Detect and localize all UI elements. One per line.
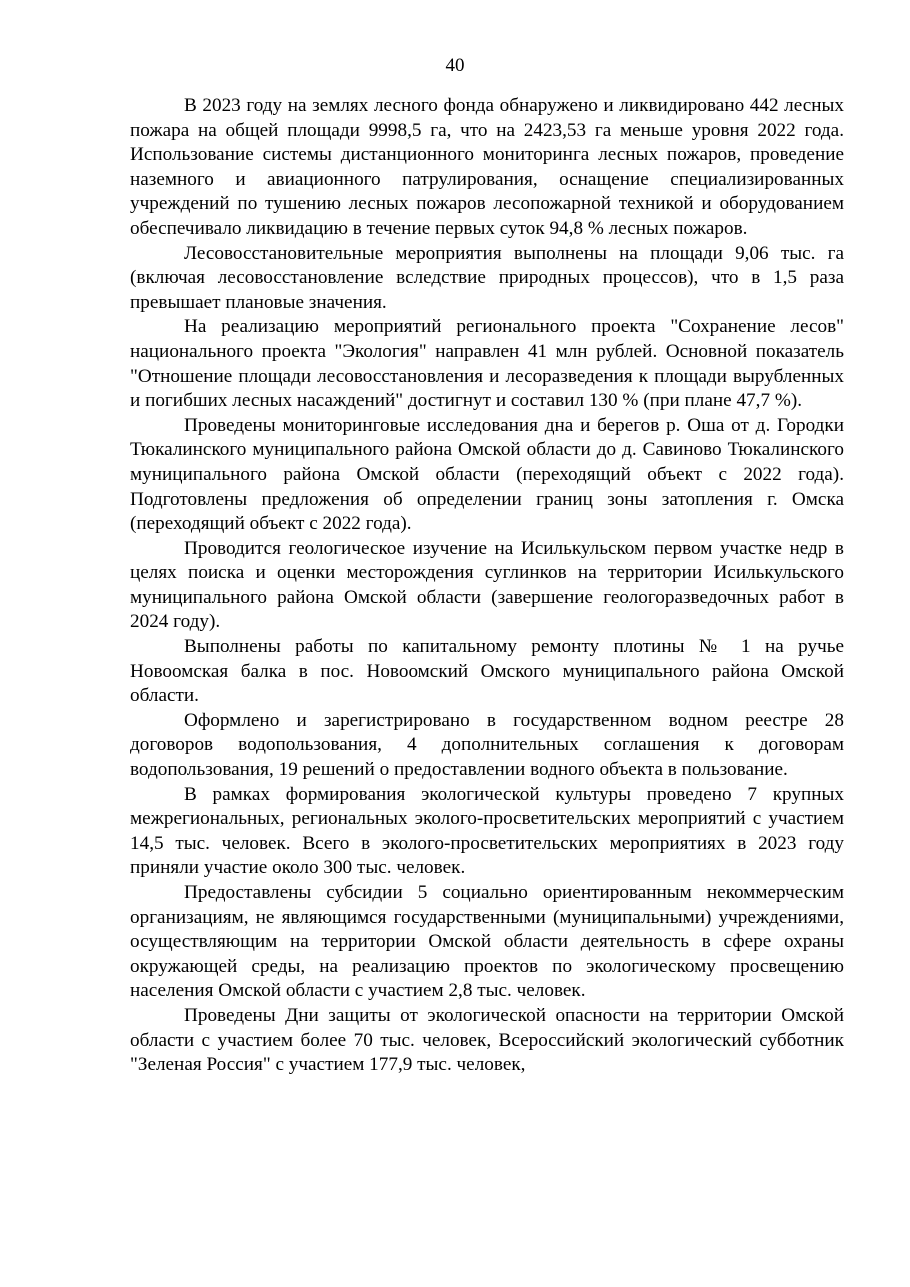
page-number: 40: [445, 55, 465, 76]
paragraph-reforestation: Лесовосстановительные мероприятия выполнены на площади 9,06 тыс. га (включая лесовосстановление вследствие природных процессов), что в 1,5 раза превышает плановые значения.: [130, 242, 844, 313]
paragraph-forest-fires: В 2023 году на землях лесного фонда обнаружено и ликвидировано 442 лесных пожара на общей площади 9998,5 га, что на 2423,53 га меньше уровня 2022 года. Использование системы дистанционного мониторинга лесных пожаров, проведение наземного и авиационного патрулирования, оснащение специализированных учреждений по тушению лесных пожаров лесопожарной техникой и оборудованием обеспечивало ликвидацию в течение первых суток 94,8 % лесных пожаров.: [130, 95, 844, 239]
paragraph-river-monitoring: Проведены мониторинговые исследования дна и берегов р. Оша от д. Городки Тюкалинского муниципального района Омской области до д. Савиново Тюкалинского муниципального района Омской области (переходящий объект с 2022 года). Подготовлены предложения об определении границ зоны затопления г. Омска (переходящий объект с 2022 года).: [130, 414, 844, 535]
paragraph-dam-repair: Выполнены работы по капитальному ремонту плотины № 1 на ручье Новоомская балка в пос. Новоомский Омского муниципального района Омской области.: [130, 636, 844, 707]
paragraph-ecological-culture: В рамках формирования экологической культуры проведено 7 крупных межрегиональных, региональных эколого-просветительских мероприятий с участием 14,5 тыс. человек. Всего в эколого-просветительских мероприятиях в 2023 году приняли участие около 300 тыс. человек.: [130, 783, 844, 879]
paragraph-forest-conservation-project: На реализацию мероприятий регионального проекта "Сохранение лесов" национального проекта "Экология" направлен 41 млн рублей. Основной показатель "Отношение площади лесовосстановления и лесоразведения к площади вырубленных и погибших лесных насаждений" достигнут и составил 130 % (при плане 47,7 %).: [130, 316, 844, 412]
paragraph-water-register: Оформлено и зарегистрировано в государственном водном реестре 28 договоров водопользования, 4 дополнительных соглашения к договорам водопользования, 19 решений о предоставлении водного объекта в пользование.: [130, 709, 844, 781]
paragraph-geological-study: Проводится геологическое изучение на Исилькульском первом участке недр в целях поиска и оценки месторождения суглинков на территории Исилькульского муниципального района Омской области (завершение геологоразведочных работ в 2024 году).: [130, 537, 844, 633]
paragraph-ecological-days: Проведены Дни защиты от экологической опасности на территории Омской области с участием более 70 тыс. человек, Всероссийский экологический субботник "Зеленая Россия" с участием 177,9 тыс. человек,: [130, 1004, 844, 1076]
document-body: [130, 94, 844, 1078]
paragraph-subsidies: Предоставлены субсидии 5 социально ориентированным некоммерческим организациям, не являющимся государственными (муниципальными) учреждениями, осуществляющим на территории Омской области деятельность в сфере охраны окружающей среды, на реализацию проектов по экологическому просвещению населения Омской области с участием 2,8 тыс. человек.: [130, 882, 844, 1002]
